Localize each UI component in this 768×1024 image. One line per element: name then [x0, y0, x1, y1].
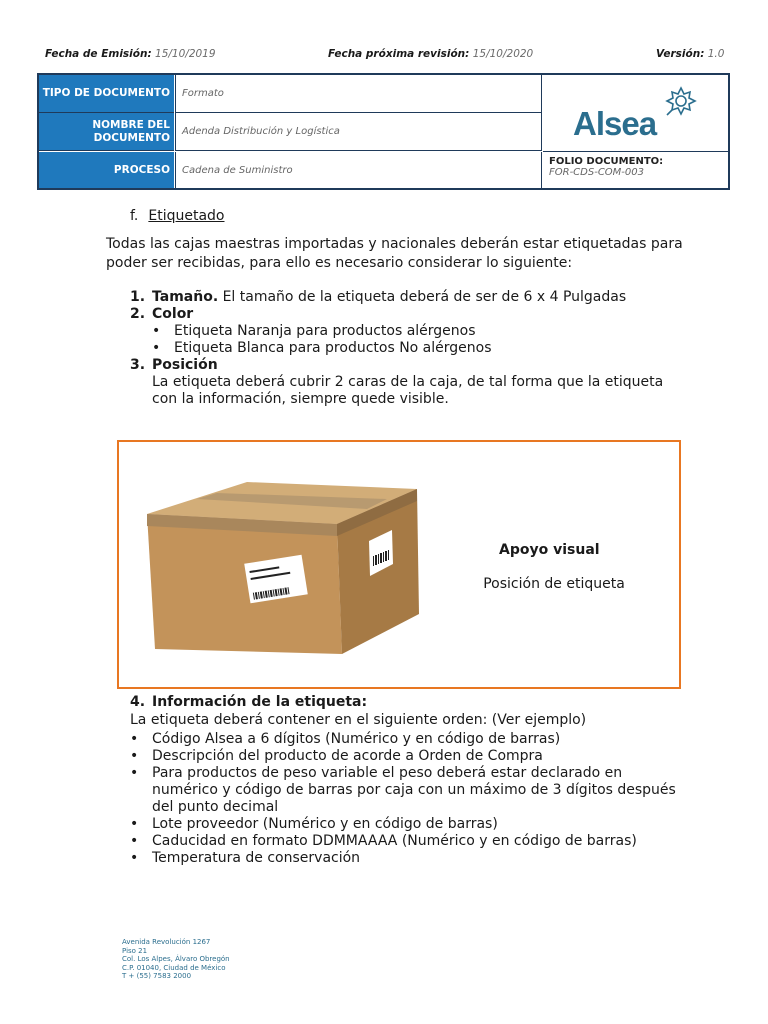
labeled-box-image: [137, 464, 427, 664]
list-item: • Para productos de peso variable el peso deberá estar declarado en numérico y código de barras por caja con un máximo de 3 dígitos después del punto decimal: [130, 765, 676, 815]
visual-subtitle: Posición de etiqueta: [483, 576, 625, 592]
visual-support-box: [117, 440, 681, 689]
footer-address: Avenida Revolución 1267 Piso 21 Col. Los Alpes, Álvaro Obregón C.P. 01040, Ciudad de México T + (55) 7583 2000: [122, 938, 230, 980]
alsea-sun-icon: [663, 85, 699, 119]
header-row-nombre: [39, 113, 542, 151]
label-info-list: [130, 731, 685, 867]
requirements-list: [130, 289, 690, 408]
section-f-heading: f. Etiquetado: [130, 208, 225, 224]
position-description: La etiqueta deberá cubrir 2 caras de la caja, de tal forma que la etiqueta con la información, siempre quede visible.: [152, 374, 664, 407]
document-header-table: [37, 73, 730, 190]
alsea-logo: Alsea: [573, 105, 657, 142]
list-item: • Etiqueta Blanca para productos No alérgenos: [152, 340, 492, 356]
folio-code: FOR-CDS-COM-003: [549, 167, 644, 178]
logo-cell: [543, 75, 728, 152]
version: Versión: 1.0: [656, 48, 725, 60]
emission-date: Fecha de Emisión: 15/10/2019: [45, 48, 216, 60]
header-row-proceso: [39, 152, 542, 188]
header-row-tipo: [39, 75, 542, 113]
section-4-heading: 4. Información de la etiqueta:: [130, 694, 368, 710]
list-item: • Código Alsea a 6 dígitos (Numérico y en código de barras): [130, 731, 561, 747]
list-item: • Temperatura de conservación: [130, 850, 361, 866]
header-label: PROCESO: [39, 152, 174, 188]
section-4-intro: La etiqueta deberá contener en el siguiente orden: (Ver ejemplo): [130, 712, 587, 728]
list-item: • Etiqueta Naranja para productos alérgenos: [152, 323, 476, 339]
next-revision-date: Fecha próxima revisión: 15/10/2020: [328, 48, 534, 60]
visual-title: Apoyo visual: [499, 542, 600, 558]
folio-cell: [543, 152, 728, 188]
header-label: NOMBRE DEL DOCUMENTO: [39, 113, 174, 151]
list-item: • Caducidad en formato DDMMAAAA (Numérico y en código de barras): [130, 833, 637, 849]
requirement-size: 1. Tamaño. El tamaño de la etiqueta deberá de ser de 6 x 4 Pulgadas: [130, 289, 627, 305]
header-value: Adenda Distribución y Logística: [175, 113, 542, 151]
header-value: Cadena de Suministro: [175, 152, 542, 188]
intro-paragraph: Todas las cajas maestras importadas y nacionales deberán estar etiquetadas para poder ser recibidas, para ello es necesario considerar lo siguiente:: [106, 236, 683, 271]
list-item: • Descripción del producto de acorde a Orden de Compra: [130, 748, 543, 764]
requirement-position: 3. Posición: [130, 357, 218, 373]
list-item: • Lote proveedor (Numérico y en código de barras): [130, 816, 498, 832]
header-label: TIPO DE DOCUMENTO: [39, 75, 174, 113]
header-value: Formato: [175, 75, 542, 113]
requirement-color: 2. Color: [130, 306, 194, 322]
folio-title: FOLIO DOCUMENTO:: [549, 156, 664, 167]
